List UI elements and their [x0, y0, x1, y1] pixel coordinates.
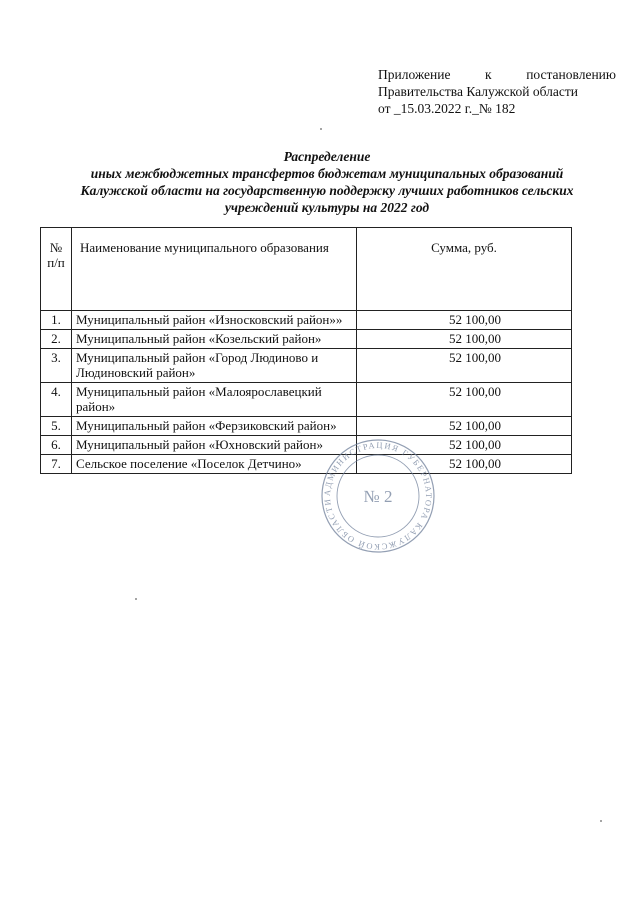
- table-row: [41, 436, 572, 455]
- row-amount: 52 100,00: [357, 383, 572, 417]
- table-header-row: [41, 228, 572, 311]
- header-name: Наименование муниципального образования: [72, 228, 357, 311]
- stamp-number: № 2: [363, 487, 393, 506]
- table-row: [41, 383, 572, 417]
- row-name: Муниципальный район «Юхновский район»: [72, 436, 357, 455]
- row-name: Муниципальный район «Город Людиново и Людиновский район»: [72, 349, 357, 383]
- table-row: [41, 330, 572, 349]
- scan-speck: [600, 820, 602, 822]
- appendix-line-1: [378, 66, 616, 83]
- appendix-word-1: Приложение: [378, 67, 451, 82]
- row-num: 3.: [41, 349, 72, 383]
- distribution-table: [40, 227, 572, 474]
- scan-speck: [320, 128, 322, 130]
- row-name: Муниципальный район «Ферзиковский район»: [72, 417, 357, 436]
- row-amount: 52 100,00: [357, 311, 572, 330]
- row-amount: 52 100,00: [357, 417, 572, 436]
- row-num: 4.: [41, 383, 72, 417]
- appendix-line-3: от _15.03.2022 г._№ 182: [378, 101, 516, 116]
- row-num: 5.: [41, 417, 72, 436]
- row-amount: 52 100,00: [357, 330, 572, 349]
- table-row: [41, 311, 572, 330]
- table-row: [41, 455, 572, 474]
- row-num: 1.: [41, 311, 72, 330]
- row-name: Муниципальный район «Козельский район»: [72, 330, 357, 349]
- row-amount: 52 100,00: [357, 455, 572, 474]
- row-num: 2.: [41, 330, 72, 349]
- header-amount: Сумма, руб.: [357, 228, 572, 311]
- row-name: Муниципальный район «Износковский район»»: [72, 311, 357, 330]
- scan-speck: [135, 598, 137, 600]
- row-num: 6.: [41, 436, 72, 455]
- row-amount: 52 100,00: [357, 436, 572, 455]
- title-line-1: Распределение: [283, 149, 371, 164]
- document-title: [40, 148, 614, 216]
- row-name: Сельское поселение «Поселок Детчино»: [72, 455, 357, 474]
- header-num: № п/п: [41, 228, 72, 311]
- appendix-word-2: к: [485, 67, 492, 82]
- row-amount: 52 100,00: [357, 349, 572, 383]
- official-stamp: [318, 436, 438, 556]
- appendix-word-3: постановлению: [526, 67, 616, 82]
- title-line-4: учреждений культуры на 2022 год: [224, 200, 430, 215]
- table-row: [41, 349, 572, 383]
- table-row: [41, 417, 572, 436]
- appendix-line-2: Правительства Калужской области: [378, 84, 579, 99]
- row-name: Муниципальный район «Малоярославецкий район»: [72, 383, 357, 417]
- stamp-ring-textpath: АДМИНИСТРАЦИЯ ГУБЕРНАТОРА КАЛУЖСКОЙ ОБЛАСТИ: [321, 439, 435, 553]
- appendix-block: [378, 66, 616, 117]
- row-num: 7.: [41, 455, 72, 474]
- title-line-2: иных межбюджетных трансфертов бюджетам муниципальных образований: [90, 166, 564, 181]
- title-line-3: Калужской области на государственную поддержку лучших работников сельских: [80, 183, 574, 198]
